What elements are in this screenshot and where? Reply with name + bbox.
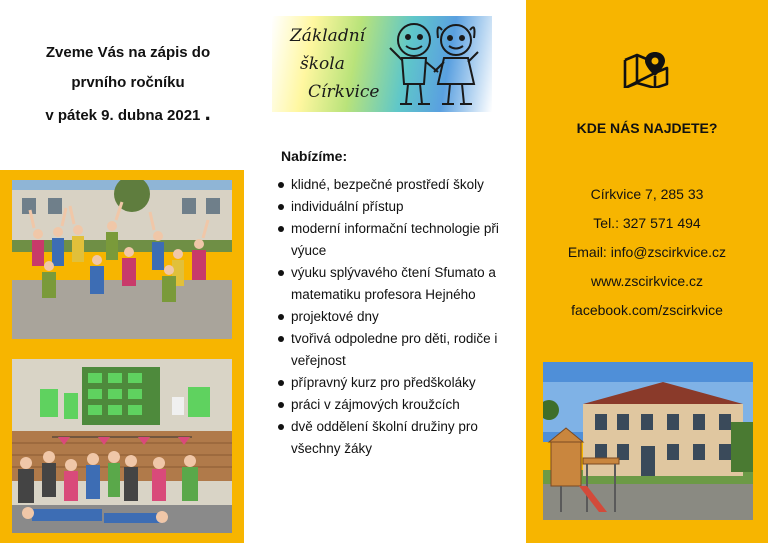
class-photo-frame-indoor <box>0 349 244 543</box>
list-item: přípravný kurz pro předškoláky <box>274 372 526 394</box>
list-item: práci v zájmových kroužcích <box>274 394 526 416</box>
list-item: tvořivá odpoledne pro děti, rodiče i veřejnost <box>274 328 526 372</box>
contact-panel <box>526 0 768 543</box>
contact-info <box>526 180 768 325</box>
class-photo-indoor <box>12 359 232 533</box>
list-item: moderní informační technologie při výuce <box>274 218 526 262</box>
invitation-line-3: v pátek 9. dubna 2021 <box>45 107 201 124</box>
invitation-line-2: prvního ročníku <box>71 74 185 91</box>
class-photo-outdoor <box>12 180 232 339</box>
email: Email: info@zscirkvice.cz <box>567 244 727 260</box>
phone: Tel.: 327 571 494 <box>593 215 701 231</box>
invitation-line-1: Zveme Vás na zápis do <box>45 44 211 61</box>
logo-line-3: Církvice <box>308 82 380 102</box>
map-pin-icon <box>622 48 670 88</box>
children-drawing <box>384 18 484 110</box>
invitation-text <box>18 38 238 131</box>
address: Církvice 7, 285 33 <box>590 186 704 202</box>
offer-list <box>274 174 526 460</box>
middle-column <box>248 0 526 543</box>
school-logo <box>272 16 492 112</box>
logo-line-1: Základní <box>290 26 366 46</box>
class-photo-frame-outdoor <box>0 170 244 349</box>
invitation-dot: . <box>204 100 211 125</box>
logo-line-2: škola <box>300 54 345 74</box>
list-item: dvě oddělení školní družiny pro všechny žáky <box>274 416 526 460</box>
list-item: výuku splývavého čtení Sfumato a matematiku profesora Hejného <box>274 262 526 306</box>
find-us-heading: KDE NÁS NAJDETE? <box>576 120 718 136</box>
website-link: www.zscirkvice.cz <box>590 273 703 289</box>
school-building-photo <box>543 362 753 520</box>
facebook-link: facebook.com/zscirkvice <box>571 302 723 318</box>
left-column <box>0 0 248 543</box>
list-item: individuální přístup <box>274 196 526 218</box>
list-item: klidné, bezpečné prostředí školy <box>274 174 526 196</box>
offer-title: Nabízíme: <box>281 148 348 164</box>
list-item: projektové dny <box>274 306 526 328</box>
